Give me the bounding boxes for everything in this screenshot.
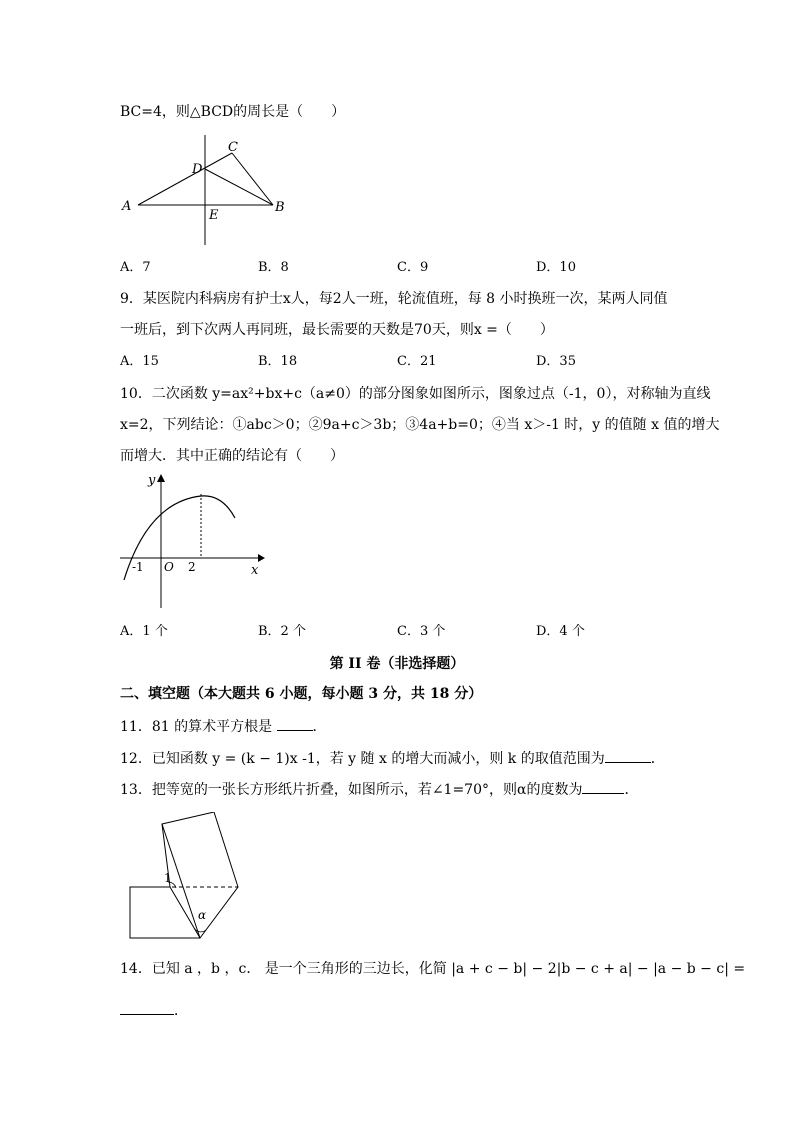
q8-triangle-figure <box>118 135 298 255</box>
label-angle-1: 1 <box>164 871 172 885</box>
q10-option-c: C．3 个 <box>397 624 446 639</box>
section-heading: 二、填空题（本大题共 6 小题，每小题 3 分，共 18 分） <box>120 686 483 702</box>
q12-blank[interactable] <box>605 748 651 763</box>
label-x: x <box>251 563 259 578</box>
q14-blank[interactable] <box>120 1000 174 1015</box>
q10-option-a: A．1 个 <box>120 624 168 639</box>
q14-tail: ． <box>174 1003 188 1019</box>
q13 <box>120 779 638 800</box>
q9-line-2: 一班后，到下次两人再同班，最长需要的天数是70天，则x =（ ） <box>120 322 554 338</box>
q9-option-d: D．35 <box>536 354 576 369</box>
q9-option-c: C．21 <box>397 354 437 369</box>
q10-line-3: 而增大．其中正确的结论有（ ） <box>120 448 344 464</box>
q12 <box>120 748 665 769</box>
q13-blank[interactable] <box>582 779 624 794</box>
q13-tail: ． <box>624 782 639 798</box>
q9-line-1: 9．某医院内科病房有护士x人，每2人一班，轮流值班，每 8 小时换班一次，某两人同值 <box>120 291 668 307</box>
q9-option-a: A．15 <box>120 354 159 369</box>
q11 <box>120 716 327 737</box>
q8-option-b: B．8 <box>258 260 289 275</box>
label-2: 2 <box>188 560 196 574</box>
label-alpha: α <box>198 908 207 922</box>
q10-option-d: D．4 个 <box>536 624 585 639</box>
q8-option-a: A．7 <box>120 260 151 275</box>
q10-parabola-figure <box>118 472 268 612</box>
q12-tail: ． <box>650 751 665 767</box>
q12-text: 12．已知函数 y = (k − 1)x -1，若 y 随 x 的增大而减小，则 k 的取值范围为 <box>120 751 605 767</box>
q9-option-b: B．18 <box>258 354 298 369</box>
q8-stem: BC=4，则△BCD的周长是（ ） <box>120 104 346 120</box>
q11-tail: ． <box>312 719 327 735</box>
label-B: B <box>275 200 285 215</box>
section-title: 第 II 卷（非选择题） <box>329 656 465 672</box>
q11-blank[interactable] <box>277 716 313 731</box>
label-C: C <box>228 140 238 155</box>
q10-line-1: 10．二次函数 y=ax²+bx+c（a≠0）的部分图象如图所示，图象过点（-1，0），对称轴为直线 <box>120 386 711 402</box>
q13-folded-paper-figure <box>128 812 258 942</box>
q10-option-b: B．2 个 <box>258 624 306 639</box>
q10-line-2: x=2，下列结论：①abc＞0；②9a+c＞3b；③4a+b=0；④当 x＞-1 时，y 的值随 x 值的增大 <box>120 417 720 433</box>
q14-answer-line <box>120 1000 188 1021</box>
label-o: O <box>164 560 174 574</box>
label-y: y <box>148 473 156 488</box>
q8-option-c: C．9 <box>397 260 429 275</box>
q14-text: 14．已知 a ，b ，c． 是一个三角形的三边长，化简 |a + c − b| − 2|b − c + a| − |a − b − c| = <box>120 961 746 977</box>
label-E: E <box>209 208 219 223</box>
label-neg1: -1 <box>132 560 144 574</box>
q11-text: 11．81 的算术平方根是 <box>120 719 273 735</box>
q13-text: 13．把等宽的一张长方形纸片折叠，如图所示，若∠1=70°，则α的度数为 <box>120 782 583 798</box>
label-D: D <box>192 162 203 177</box>
q8-option-d: D．10 <box>536 260 576 275</box>
label-A: A <box>122 199 132 214</box>
